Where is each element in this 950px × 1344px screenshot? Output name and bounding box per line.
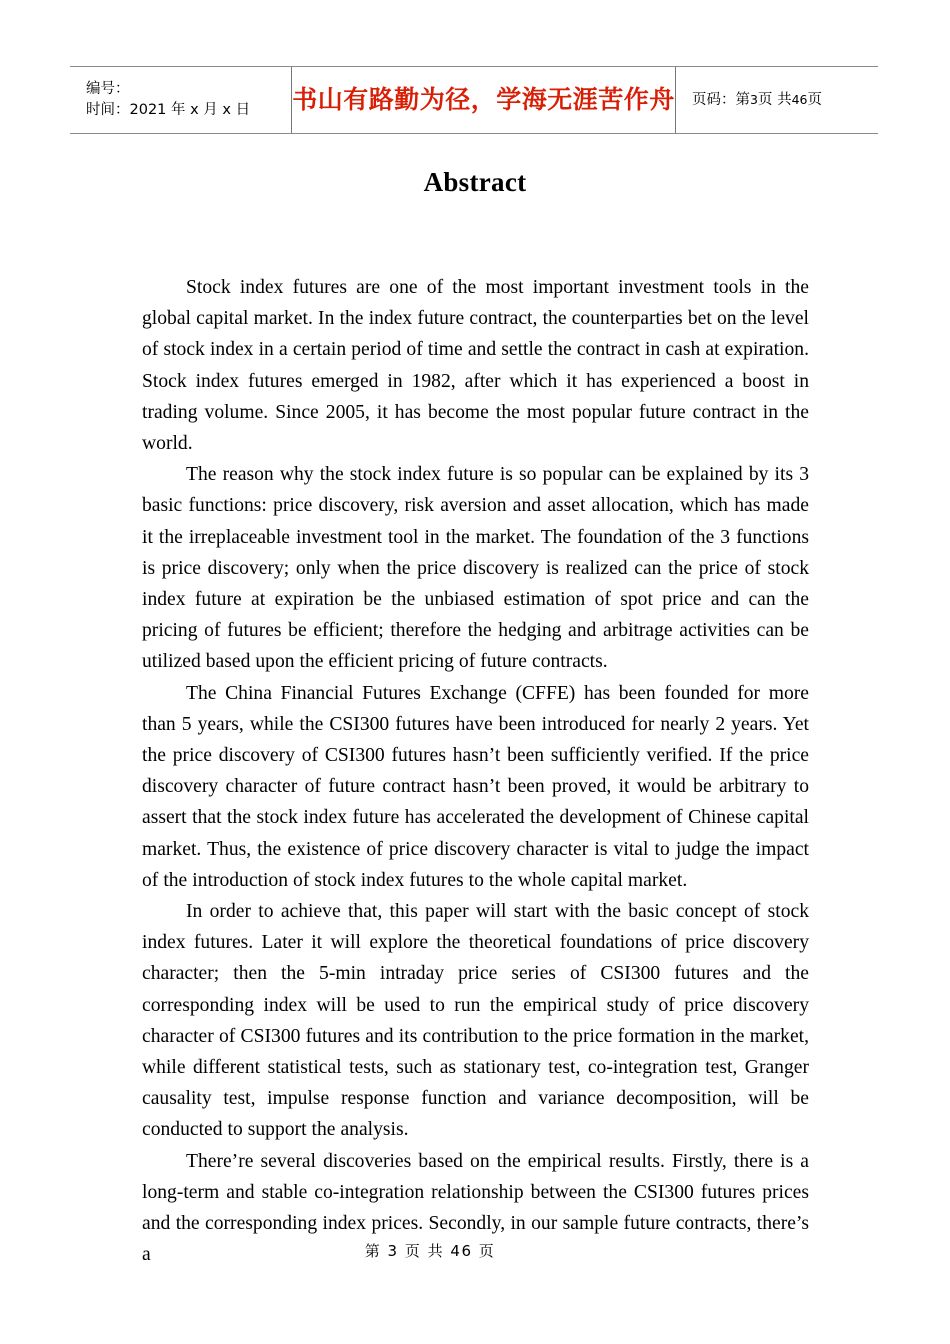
body-paragraph: The reason why the stock index future is so popular can be explained by its 3 basic functions: price discovery, risk aversion and asset allocation, which has made it the irreplaceable investment tool in the market. The foundation of the 3 functions is price discovery; only when the price discovery is realized can the price of stock index future at expiration be the unbiased estimation of spot price and can the pricing of futures be efficient; therefore the hedging and arbitrage activities can be utilized based upon the efficient pricing of future contracts. [142,464,809,673]
header-cell-pagination [676,67,878,133]
header-total-page-prefix: 共 [777,92,792,108]
header-pagination-label: 页码： [692,92,736,108]
header-date-label: 时间： [86,102,130,118]
document-body [142,272,809,1271]
footer-total-page-prefix: 共 [427,1242,445,1260]
header-date-value: 2021 年 x 月 x 日 [129,102,251,118]
header-motto-text: 书山有路勤为径，学海无涯苦作舟 [292,85,675,114]
header-pagination-text [692,89,878,111]
footer-total-page-unit: 页 [478,1242,496,1260]
header-document-number-line: 编号： [86,81,130,97]
page-header-table [70,66,878,134]
header-current-page-unit: 页 [757,92,773,108]
header-cell-document-info [70,67,292,133]
page-footer [0,1240,950,1261]
header-cell-motto [292,67,676,133]
body-paragraph: Stock index futures are one of the most important investment tools in the global capital market. In the index future contract, the counterparties bet on the level of stock index in a certain period of time and settle the contract in cash at expiration. Stock index futures emerged in 1982, after which it has experienced a boost in trading volume. Since 2005, it has become the most popular future contract in the world. [142,277,809,455]
footer-total-page-number: 46 [450,1242,473,1260]
body-paragraph: The China Financial Futures Exchange (CFFE) has been founded for more than 5 years, while the CSI300 futures have been introduced for nearly 2 years. Yet the price discovery of CSI300 futures hasn’t been sufficiently verified. If the price discovery character of future contract hasn’t been proved, it would be arbitrary to assert that the stock index future has accelerated the development of Chinese capital market. Thus, the existence of price discovery character is vital to judge the impact of the introduction of stock index futures to the whole capital market. [142,682,809,891]
footer-current-page-number: 3 [387,1242,399,1260]
body-paragraph: There’re several discoveries based on the empirical results. Firstly, there is a long-term and stable co-integration relationship between the CSI300 futures prices and the corresponding index prices. Secondly, in our sample future contracts, there’s a [142,1150,809,1266]
header-current-page-prefix: 第 [735,92,750,108]
header-current-page-number: 3 [750,92,758,107]
page-title: Abstract [423,167,527,197]
body-paragraph: In order to achieve that, this paper will start with the basic concept of stock index futures. Later it will explore the theoretical foundations of price discovery character; then the 5-min intraday price series of CSI300 futures and the corresponding index will be used to run the empirical study of price discovery character of CSI300 futures and its contribution to the price formation in the market, while different statistical tests, such as stationary test, co-integration test, Granger causality test, impulse response function and variance decomposition, will be conducted to support the analysis. [142,901,809,1141]
header-total-page-unit: 页 [807,92,822,108]
header-total-page-number: 46 [791,92,808,107]
footer-page-unit: 页 [404,1242,422,1260]
footer-current-page-prefix: 第 [364,1242,382,1260]
header-date-line [86,100,291,121]
